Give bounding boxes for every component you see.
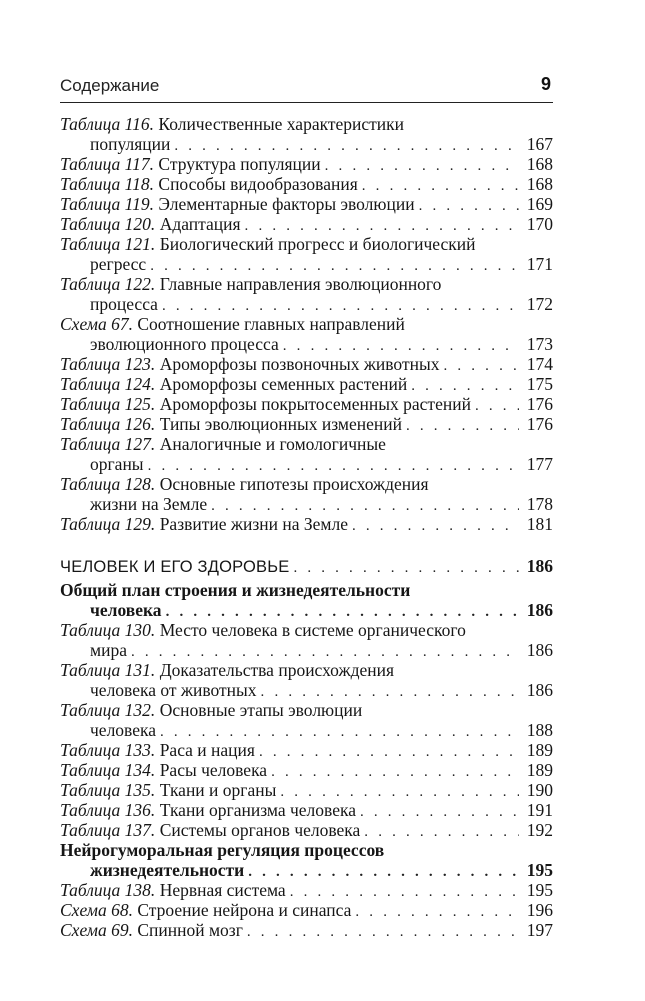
toc-entry[interactable] xyxy=(60,780,553,800)
toc-entry[interactable] xyxy=(60,514,553,534)
section-heading[interactable] xyxy=(60,556,553,576)
leader-dots xyxy=(475,396,519,416)
entry-text: органы xyxy=(90,454,144,474)
subsection-page: 186 xyxy=(526,600,553,620)
entry-page: 169 xyxy=(526,194,553,214)
entry-page: 195 xyxy=(526,880,553,900)
leader-dots xyxy=(174,136,519,156)
entry-text: Расы человека xyxy=(159,760,268,780)
entry-page: 168 xyxy=(526,154,553,174)
entry-page: 190 xyxy=(526,780,553,800)
entry-page: 176 xyxy=(526,394,553,414)
entry-page: 171 xyxy=(526,254,553,274)
entry-text: Ароморфозы семенных растений xyxy=(159,374,408,394)
entry-kind: Таблица 126. xyxy=(60,414,156,434)
entry-page: 176 xyxy=(526,414,553,434)
toc-entry[interactable] xyxy=(60,154,553,174)
entry-page: 168 xyxy=(526,174,553,194)
entry-kind: Таблица 121. xyxy=(60,234,156,254)
entry-text: Ароморфозы покрытосеменных растений xyxy=(159,394,471,414)
leader-dots xyxy=(355,902,519,922)
leader-dots xyxy=(211,496,519,516)
toc-entry[interactable] xyxy=(60,374,553,394)
leader-dots xyxy=(148,456,519,476)
toc-entry[interactable] xyxy=(60,414,553,434)
toc-entry[interactable] xyxy=(60,354,553,374)
entry-kind: Таблица 116. xyxy=(60,114,155,134)
entry-page: 188 xyxy=(526,720,553,740)
leader-dots xyxy=(352,516,519,536)
entry-page: 197 xyxy=(526,920,553,940)
leader-dots xyxy=(245,216,519,236)
section-title: ЧЕЛОВЕК И ЕГО ЗДОРОВЬЕ xyxy=(60,558,290,576)
entry-kind: Таблица 124. xyxy=(60,374,156,394)
header-page-number: 9 xyxy=(540,74,551,94)
subsection-neuro-regulation[interactable] xyxy=(60,840,553,880)
toc-entry[interactable] xyxy=(60,900,553,920)
entry-page: 170 xyxy=(526,214,553,234)
entry-kind: Таблица 120. xyxy=(60,214,156,234)
entry-page: 167 xyxy=(526,134,553,154)
entry-text: Адаптация xyxy=(159,214,241,234)
entry-kind: Таблица 128. xyxy=(60,474,156,494)
toc-entry[interactable] xyxy=(60,620,553,660)
entry-text: популяции xyxy=(90,134,171,154)
toc-entry[interactable] xyxy=(60,760,553,780)
leader-dots xyxy=(271,762,519,782)
subsection-text: жизнедеятельности xyxy=(90,860,245,880)
entry-text: Главные направления эволюционного xyxy=(159,274,442,294)
entry-kind: Таблица 138. xyxy=(60,880,156,900)
entry-text: Раса и нация xyxy=(159,740,255,760)
entry-kind: Схема 67. xyxy=(60,314,133,334)
entry-text: эволюционного процесса xyxy=(90,334,279,354)
leader-dots xyxy=(419,196,519,216)
subsection-text: человека xyxy=(90,600,162,620)
entry-text: Соотношение главных направлений xyxy=(137,314,405,334)
entry-text: процесса xyxy=(90,294,158,314)
table-of-contents xyxy=(60,114,553,940)
entry-kind: Таблица 129. xyxy=(60,514,156,534)
subsection-text: Нейрогуморальная регуляция процессов xyxy=(60,840,385,860)
leader-dots xyxy=(160,722,519,742)
toc-entry[interactable] xyxy=(60,234,553,274)
entry-text: человека xyxy=(90,720,156,740)
entry-text: Нервная система xyxy=(159,880,286,900)
entry-kind: Таблица 137. xyxy=(60,820,156,840)
leader-dots xyxy=(360,802,519,822)
entry-text: Структура популяции xyxy=(158,154,321,174)
entry-text: Строение нейрона и синапса xyxy=(137,900,352,920)
entry-page: 196 xyxy=(526,900,553,920)
toc-group-human xyxy=(60,620,553,840)
toc-group-evolution xyxy=(60,114,553,534)
entry-kind: Схема 69. xyxy=(60,920,133,940)
entry-text: Место человека в системе органического xyxy=(159,620,466,640)
leader-dots xyxy=(443,356,519,376)
subsection-text: Общий план строения и жизнедеятельности xyxy=(60,580,411,600)
entry-page: 186 xyxy=(526,640,553,660)
entry-text: Доказательства происхождения xyxy=(159,660,395,680)
toc-entry[interactable] xyxy=(60,880,553,900)
toc-entry[interactable] xyxy=(60,434,553,474)
entry-text: Основные этапы эволюции xyxy=(159,700,363,720)
entry-kind: Таблица 117. xyxy=(60,154,155,174)
entry-page: 172 xyxy=(526,294,553,314)
entry-kind: Таблица 135. xyxy=(60,780,156,800)
entry-page: 191 xyxy=(526,800,553,820)
entry-text: Развитие жизни на Земле xyxy=(159,514,348,534)
toc-entry[interactable] xyxy=(60,314,553,354)
leader-dots xyxy=(325,156,519,176)
leader-dots xyxy=(362,176,519,196)
leader-dots xyxy=(280,782,519,802)
toc-entry[interactable] xyxy=(60,114,553,154)
entry-page: 173 xyxy=(526,334,553,354)
leader-dots xyxy=(166,602,519,622)
subsection-general-plan[interactable] xyxy=(60,580,553,620)
leader-dots xyxy=(411,376,519,396)
entry-text: Ткани и органы xyxy=(159,780,277,800)
entry-kind: Таблица 118. xyxy=(60,174,155,194)
section-page: 186 xyxy=(526,556,553,576)
leader-dots xyxy=(406,416,519,436)
entry-kind: Таблица 122. xyxy=(60,274,156,294)
toc-entry[interactable] xyxy=(60,214,553,234)
leader-dots xyxy=(248,862,519,882)
entry-text: Типы эволюционных изменений xyxy=(159,414,402,434)
entry-kind: Таблица 134. xyxy=(60,760,156,780)
entry-text: мира xyxy=(90,640,127,660)
leader-dots xyxy=(283,336,519,356)
header-title: Содержание xyxy=(60,76,160,95)
toc-entry[interactable] xyxy=(60,740,553,760)
entry-kind: Таблица 127. xyxy=(60,434,156,454)
toc-entry[interactable] xyxy=(60,174,553,194)
leader-dots xyxy=(247,922,519,942)
toc-entry[interactable] xyxy=(60,800,553,820)
entry-page: 175 xyxy=(526,374,553,394)
entry-text: Аналогичные и гомологичные xyxy=(159,434,386,454)
entry-text: Основные гипотезы происхождения xyxy=(159,474,429,494)
toc-group-neuro xyxy=(60,880,553,940)
entry-text: Ароморфозы позвоночных животных xyxy=(159,354,440,374)
entry-page: 186 xyxy=(526,680,553,700)
toc-entry[interactable] xyxy=(60,394,553,414)
entry-text: Ткани организма человека xyxy=(159,800,356,820)
entry-page: 181 xyxy=(526,514,553,534)
entry-kind: Таблица 130. xyxy=(60,620,156,640)
toc-entry[interactable] xyxy=(60,660,553,700)
leader-dots xyxy=(261,682,519,702)
toc-entry[interactable] xyxy=(60,920,553,940)
entry-text: Биологический прогресс и биологический xyxy=(159,234,476,254)
leader-dots xyxy=(364,822,519,842)
entry-text: Системы органов человека xyxy=(159,820,361,840)
entry-page: 177 xyxy=(526,454,553,474)
toc-entry[interactable] xyxy=(60,820,553,840)
entry-text: Количественные характеристики xyxy=(158,114,405,134)
entry-kind: Таблица 125. xyxy=(60,394,156,414)
running-header xyxy=(60,72,553,103)
entry-kind: Схема 68. xyxy=(60,900,133,920)
entry-text: регресс xyxy=(90,254,147,274)
leader-dots xyxy=(293,558,519,578)
leader-dots xyxy=(162,296,519,316)
toc-entry[interactable] xyxy=(60,474,553,514)
entry-kind: Таблица 132. xyxy=(60,700,156,720)
toc-entry[interactable] xyxy=(60,194,553,214)
entry-kind: Таблица 123. xyxy=(60,354,156,374)
entry-page: 178 xyxy=(526,494,553,514)
entry-text: Спинной мозг xyxy=(137,920,243,940)
entry-page: 192 xyxy=(526,820,553,840)
entry-page: 174 xyxy=(526,354,553,374)
entry-kind: Таблица 119. xyxy=(60,194,155,214)
entry-page: 189 xyxy=(526,760,553,780)
toc-entry[interactable] xyxy=(60,700,553,740)
entry-text: человека от животных xyxy=(90,680,257,700)
subsection-page: 195 xyxy=(526,860,553,880)
entry-page: 189 xyxy=(526,740,553,760)
leader-dots xyxy=(290,882,519,902)
entry-text: жизни на Земле xyxy=(90,494,208,514)
entry-kind: Таблица 136. xyxy=(60,800,156,820)
entry-kind: Таблица 131. xyxy=(60,660,156,680)
entry-kind: Таблица 133. xyxy=(60,740,156,760)
leader-dots xyxy=(150,256,519,276)
entry-text: Элементарные факторы эволюции xyxy=(158,194,415,214)
leader-dots xyxy=(131,642,519,662)
leader-dots xyxy=(259,742,519,762)
entry-text: Способы видообразования xyxy=(158,174,358,194)
toc-entry[interactable] xyxy=(60,274,553,314)
